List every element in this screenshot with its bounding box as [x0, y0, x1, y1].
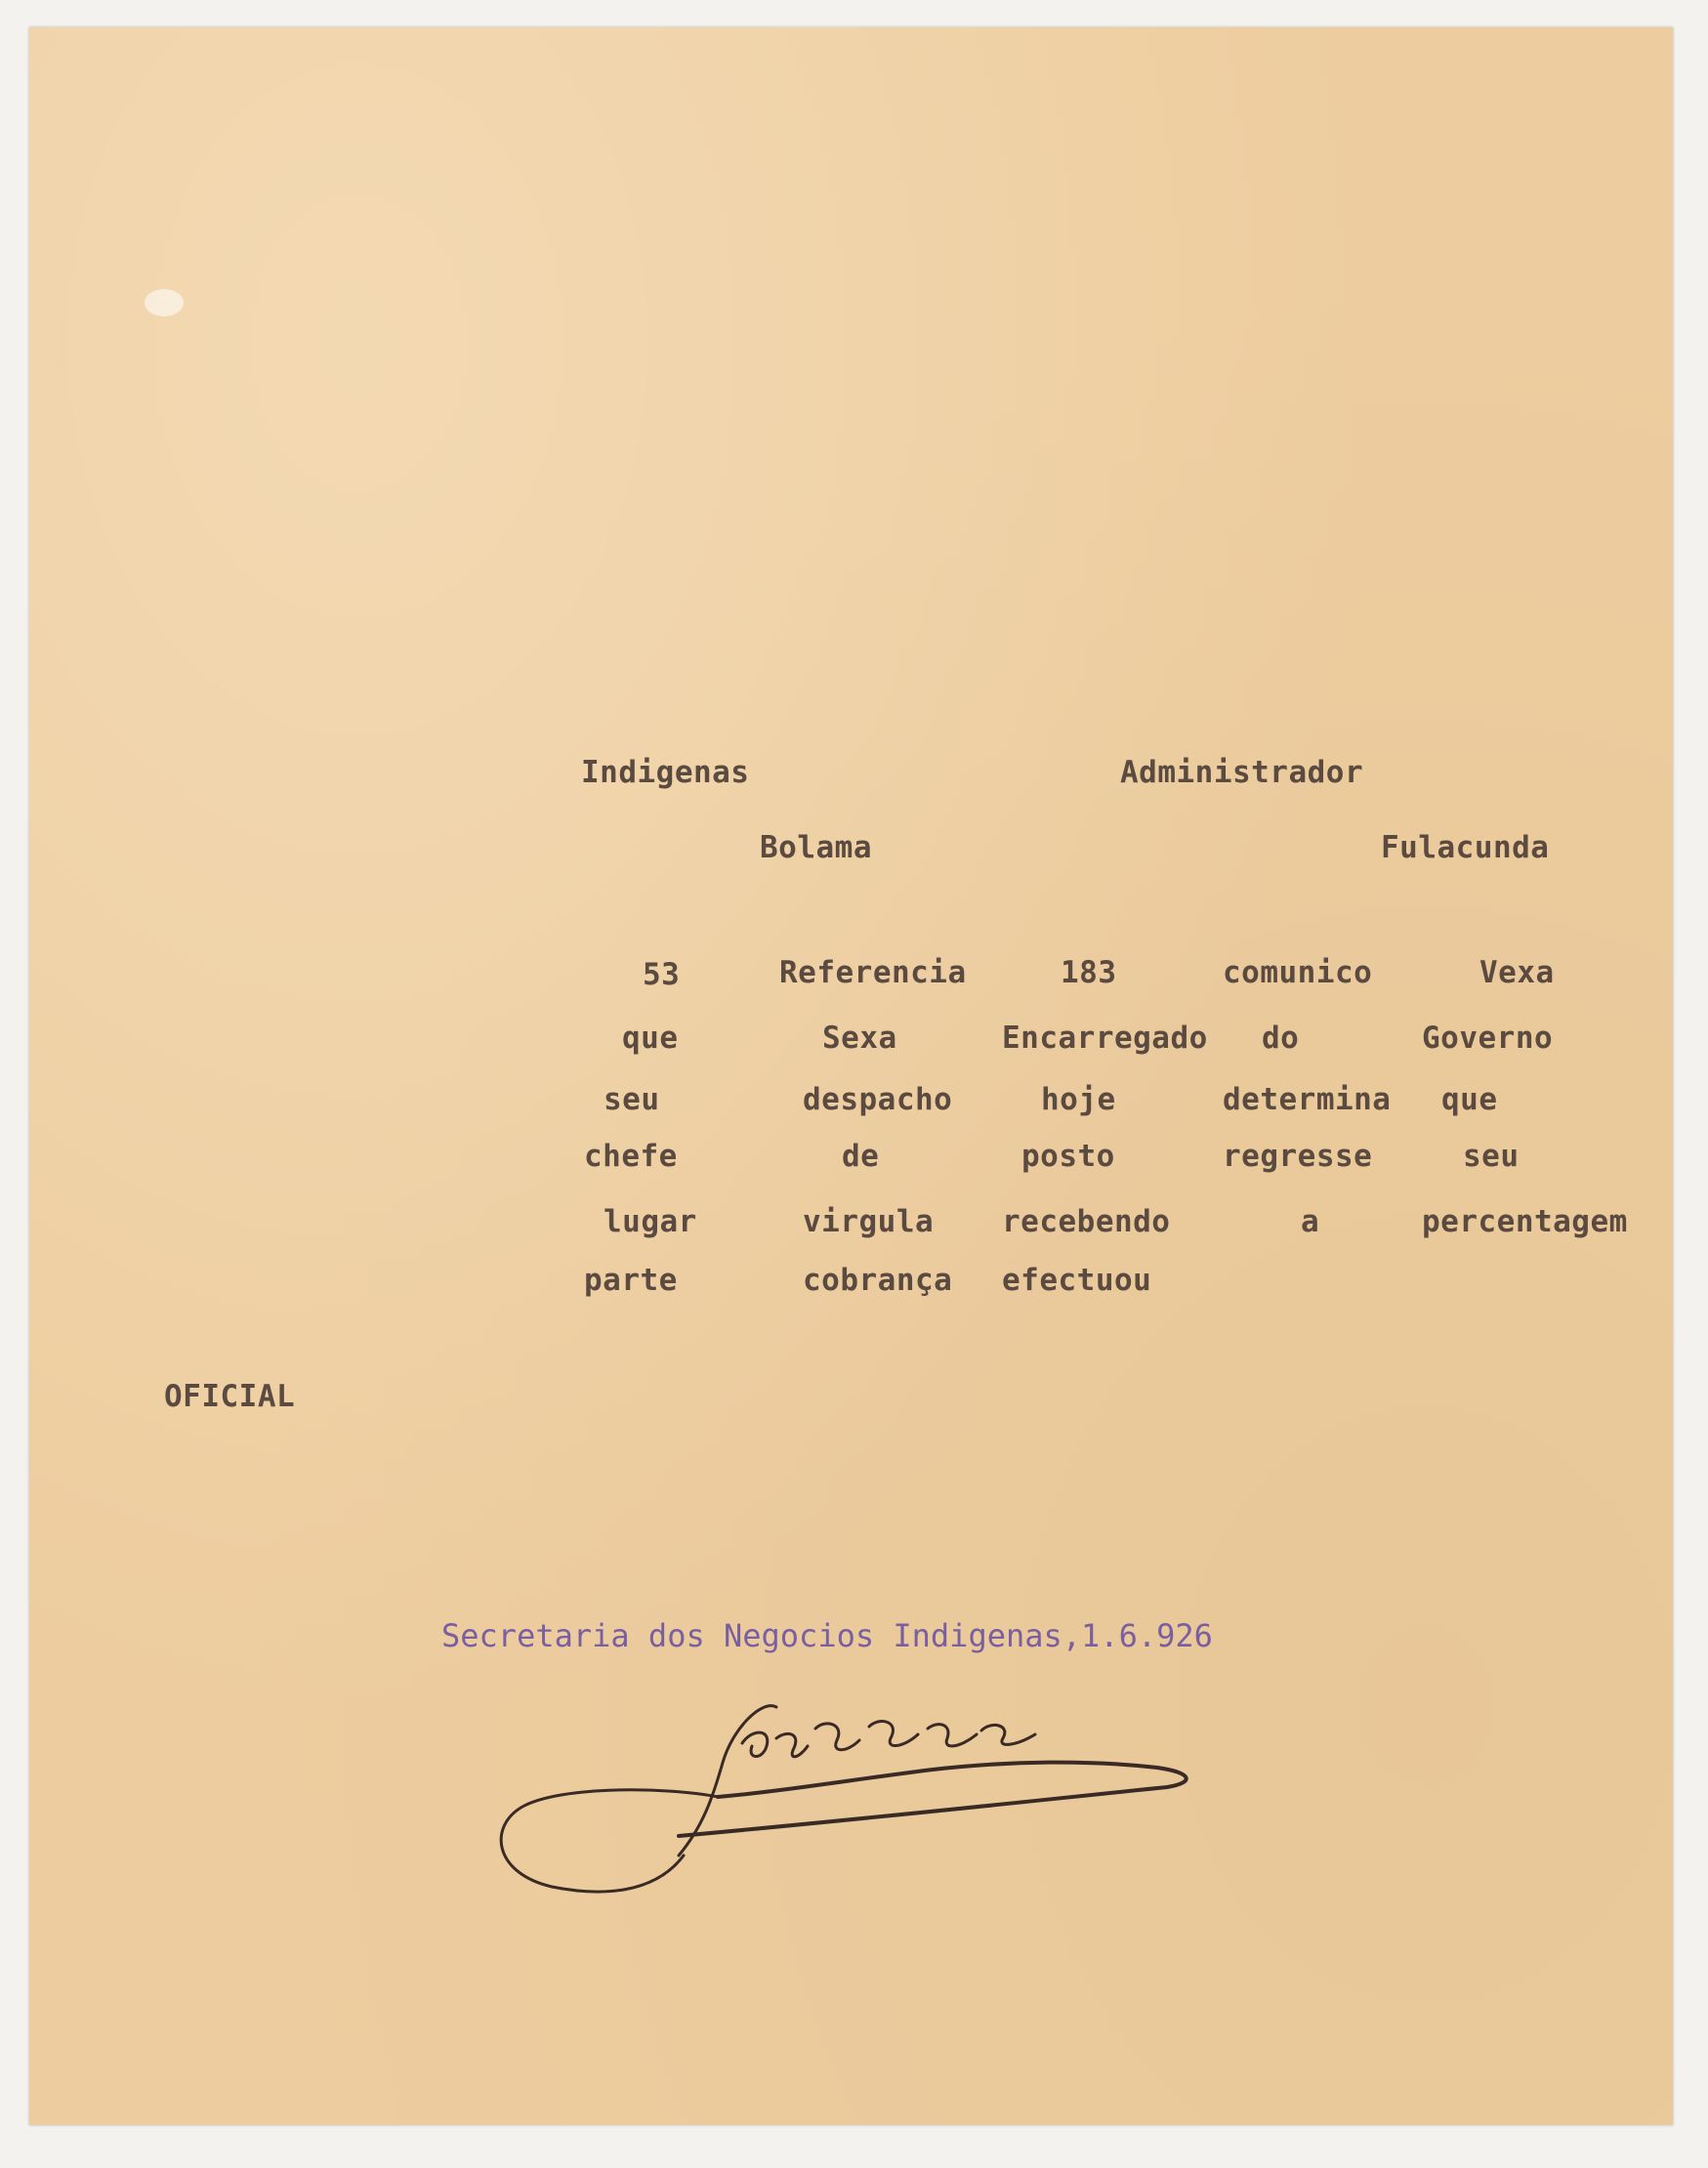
message-word: a [1301, 1204, 1320, 1239]
message-word: chefe [584, 1139, 678, 1174]
message-word: virgula [803, 1204, 935, 1239]
message-word: que [1441, 1082, 1498, 1117]
message-word: hoje [1041, 1082, 1116, 1117]
message-word: determina [1223, 1082, 1392, 1117]
message-word: recebendo [1002, 1204, 1171, 1239]
message-word: posto [1021, 1139, 1115, 1174]
message-word: 53 [643, 957, 681, 992]
message-word: Vexa [1479, 955, 1555, 990]
message-word: seu [604, 1082, 660, 1117]
header-left-place: Bolama [760, 830, 872, 865]
message-word: de [842, 1139, 880, 1174]
message-word: 183 [1061, 955, 1117, 990]
header-left-top: Indigenas [581, 755, 750, 790]
message-word: Referencia [779, 955, 967, 990]
message-word: do [1262, 1021, 1300, 1056]
message-word: comunico [1223, 955, 1373, 990]
message-word: regresse [1223, 1139, 1373, 1174]
secretariat-date-line: Secretaria dos Negocios Indigenas,1.6.926 [441, 1617, 1213, 1654]
message-word: seu [1463, 1139, 1520, 1174]
paper-stain [145, 289, 184, 316]
message-word: Encarregado [1002, 1021, 1208, 1056]
message-word: Sexa [822, 1021, 897, 1056]
message-word: lugar [604, 1204, 697, 1239]
message-word: que [622, 1021, 679, 1056]
header-right-top: Administrador [1120, 755, 1364, 790]
message-word: cobrança [803, 1263, 953, 1298]
message-word: parte [584, 1263, 678, 1298]
message-word: efectuou [1002, 1263, 1152, 1298]
message-word: despacho [803, 1082, 953, 1117]
classification-label: OFICIAL [164, 1379, 296, 1414]
message-word: Governo [1422, 1021, 1554, 1056]
handwritten-signature [483, 1670, 1226, 1904]
header-right-place: Fulacunda [1381, 830, 1550, 865]
message-word: percentagem [1422, 1204, 1628, 1239]
